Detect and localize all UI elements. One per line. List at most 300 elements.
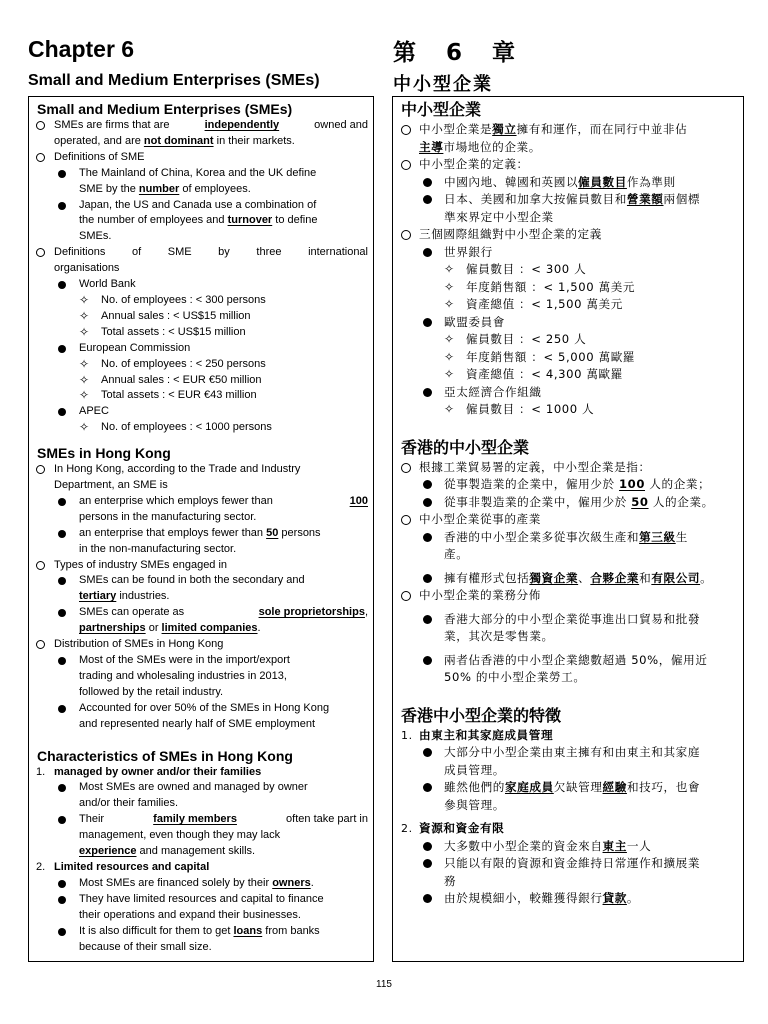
chapter-subtitle-en: Small and Medium Enterprises (SMEs) [28,72,320,89]
text: 亞太經濟合作組織 [444,384,542,399]
list-item [399,121,737,139]
text: 擁有權形式包括 [444,570,530,585]
four-point-star-bullet-icon: ✧ [79,308,90,323]
list-item-continuation [399,669,737,687]
text: 成員管理。 [444,762,505,777]
list-item [34,573,368,589]
text: from banks [262,924,320,937]
list-item [399,890,737,908]
list-item-continuation [34,229,368,245]
text: 參與管理。 [444,797,505,812]
filled-circle-bullet-icon [58,928,66,936]
keyword: limited companies [161,622,258,635]
list-item [399,459,737,477]
list-item [399,314,737,332]
list-item [399,296,737,314]
text: 年度銷售額 ：< 1,500 萬美元 [466,279,636,294]
list-item [34,357,368,373]
text: organisations [54,262,120,275]
filled-circle-bullet-icon [423,195,432,204]
keyword: 僱員數目 [578,174,627,189]
text: 。 [700,570,713,585]
filled-circle-bullet-icon [58,896,66,904]
text: Annual sales : < EUR €50 million [101,373,262,386]
text: 大多數中小型企業的資金來自 [444,838,603,853]
four-point-star-bullet-icon: ✧ [79,372,90,387]
list-item-continuation [34,589,368,605]
list-item [34,277,368,293]
list-item [34,293,368,309]
list-number: 1. [36,765,46,778]
word: of [131,246,142,259]
keyword: turnover [227,214,273,227]
text: an enterprise that employs fewer than [79,526,267,539]
keyword: 50 [631,494,649,509]
text: Department, an SME is [54,479,168,492]
filled-circle-bullet-icon [58,577,66,585]
list-number: 2. [401,822,413,835]
text: 中小型企業從事的產業 [419,512,541,526]
filled-circle-bullet-icon [58,705,66,713]
text: often take part in [286,813,368,826]
list-item-continuation [34,510,368,526]
chapter-title-en: Chapter 6 [28,36,135,62]
list-item-continuation [34,844,368,860]
keyword: tertiary [79,590,117,603]
list-item [34,558,368,574]
keyword: number [138,182,180,195]
text: Types of industry SMEs engaged in [54,558,228,571]
text: 資產總值 ：< 1,500 萬美元 [466,297,623,311]
text: 兩個標 [663,192,701,206]
text: 香港大部分的中小型企業從事進出口貿易和批發 [444,611,701,626]
list-item [399,838,737,856]
filled-circle-bullet-icon [58,816,66,824]
keyword: not dominant [143,134,214,147]
list-item [34,812,368,828]
text: persons [278,526,321,539]
text: 由於規模細小，較難獲得銀行 [444,891,603,905]
text: 中小型企業的業務分佈 [419,588,541,602]
list-item [399,156,737,174]
filled-circle-bullet-icon [423,533,432,542]
four-point-star-bullet-icon: ✧ [444,349,455,364]
text: industries. [116,590,170,603]
hollow-circle-bullet-icon [401,515,411,525]
text: 和 [639,570,652,585]
keyword: experience [79,845,137,858]
text: persons in the manufacturing sector. [79,510,257,523]
text: and/or their families. [79,797,179,810]
text: 年度銷售額 ：< 5,000 萬歐羅 [466,349,636,364]
list-item [399,652,737,670]
list-item-continuation [399,873,737,891]
text: 僱員數目 ：< 1000 人 [466,402,595,416]
filled-circle-bullet-icon [58,530,66,538]
list-item [399,349,737,367]
word: by [218,246,230,259]
text: in their markets. [213,134,295,147]
keyword: 獨立 [492,122,517,136]
text: 一人 [626,838,652,853]
text: 欠缺管理 [553,780,603,794]
list-item [399,611,737,629]
filled-circle-bullet-icon [58,498,66,506]
text: , [364,606,368,619]
text: 擁有和運作，而在同行中並非佔 [516,122,688,136]
hollow-circle-bullet-icon [401,463,411,473]
list-item-continuation [34,621,368,637]
keyword: 獨資企業 [529,570,579,585]
text: No. of employees : < 1000 persons [101,421,272,434]
keyword: 100 [619,477,646,491]
list-item [399,744,737,762]
text: 和技巧，也會 [626,780,701,794]
four-point-star-bullet-icon: ✧ [79,420,90,435]
list-item [34,245,368,261]
text: It is also difficult for them to get [79,924,234,937]
text: in the non-manufacturing sector. [79,542,237,555]
text: an enterprise which employs fewer than [79,494,273,507]
hollow-circle-bullet-icon [36,121,45,130]
hollow-circle-bullet-icon [36,248,45,257]
hollow-circle-bullet-icon [401,591,411,601]
list-item [34,388,368,404]
page-number: 115 [376,979,392,990]
filled-circle-bullet-icon [423,748,432,757]
filled-circle-bullet-icon [58,609,66,617]
filled-circle-bullet-icon [58,657,66,665]
text: No. of employees : < 300 persons [101,293,266,306]
text: of employees. [179,182,251,195]
list-item-continuation [399,209,737,227]
text: 人的企業； [645,477,711,491]
text: 三個國際組織對中小型企業的定義 [419,227,602,241]
hollow-circle-bullet-icon [36,640,45,649]
text: 從事製造業的企業中，僱用少於 [444,477,619,491]
text: or [145,622,162,635]
list-item-continuation [34,717,368,733]
list-item-continuation [399,546,737,564]
text: . [310,876,314,889]
list-item [34,924,368,940]
list-item-continuation [34,213,368,229]
list-item [34,526,368,542]
keyword: loans [233,924,263,937]
list-item [34,780,368,796]
keyword: partnerships [79,622,146,635]
keyword: 家庭成員 [504,780,554,794]
list-item [399,476,737,494]
four-point-star-bullet-icon: ✧ [444,279,455,294]
text: trading and wholesaling industries in 2013, [79,669,287,682]
filled-circle-bullet-icon [423,574,432,583]
text: Most SMEs are financed solely by their [79,876,273,889]
text: 大部分中小型企業由東主擁有和由東主和其家庭 [444,745,701,759]
keyword: 第三級 [639,529,676,544]
hollow-circle-bullet-icon [36,561,45,570]
text: Most of the SMEs were in the import/export [79,654,290,666]
filled-circle-bullet-icon [423,656,432,665]
filled-circle-bullet-icon [423,248,432,257]
list-item [399,401,737,419]
text: World Bank [79,278,136,291]
numbered-heading [399,820,737,838]
four-point-star-bullet-icon: ✧ [444,262,455,276]
text: 中國內地、韓國和英國以 [444,174,579,189]
filled-circle-bullet-icon [423,783,432,792]
word: three [256,246,282,259]
keyword: 貸款 [602,891,627,905]
text: 資源和資金有限 [419,821,505,835]
list-item [34,653,368,669]
text: In Hong Kong, according to the Trade and Industry [54,463,301,476]
hollow-circle-bullet-icon [401,160,411,170]
list-item [399,511,737,529]
text: 日本、美國和加拿大按僱員數目和 [444,192,627,206]
text: 香港的中小型企業多從事次級生產和 [444,529,640,544]
list-item-continuation [34,940,368,956]
list-item-continuation [399,797,737,815]
text: 作為準則 [626,174,676,189]
text: and management skills. [136,845,256,858]
four-point-star-bullet-icon: ✧ [79,388,90,403]
keyword: 東主 [602,838,627,853]
filled-circle-bullet-icon [423,498,432,507]
list-item [34,605,368,621]
list-item [34,494,368,510]
keyword: 主導 [419,139,444,154]
list-item [34,637,368,653]
text: Total assets : < US$15 million [101,325,246,338]
text: 由東主和其家庭成員管理 [419,727,554,742]
numbered-heading [34,860,368,876]
filled-circle-bullet-icon [423,388,432,397]
text: owned and [314,119,368,131]
text: They have limited resources and capital to finance [79,892,324,905]
list-item-continuation [34,908,368,924]
section-title-smes-hong-kong-zh: 香港的中小型企業 [401,437,530,457]
text: 、 [578,570,591,585]
four-point-star-bullet-icon: ✧ [79,292,90,307]
text: 根據工業貿易署的定義，中小型企業是指： [419,459,651,474]
text: the number of employees and [79,214,228,227]
keyword: independently [204,119,280,131]
section-title-smes-zh: 中小型企業 [401,100,482,119]
filled-circle-bullet-icon [423,480,432,489]
text: 業，其次是零售業。 [444,629,554,643]
list-item-continuation [399,762,737,780]
keyword: 合夥企業 [590,570,640,585]
four-point-star-bullet-icon: ✧ [444,332,455,346]
keyword: family members [153,813,237,826]
text: Distribution of SMEs in Hong Kong [54,638,224,651]
text: Total assets : < EUR €43 million [101,389,257,402]
filled-circle-bullet-icon [423,859,432,868]
text: Their [79,813,105,826]
filled-circle-bullet-icon [423,894,432,903]
text: SMEs. [79,230,112,243]
filled-circle-bullet-icon [58,170,66,178]
text: 生 [675,529,688,544]
list-item [399,779,737,797]
filled-circle-bullet-icon [58,784,66,792]
filled-circle-bullet-icon [58,345,66,353]
text: SMEs can operate as [79,606,185,619]
text: SMEs are firms that are [54,119,170,131]
word: Definitions [54,246,106,259]
keyword: 50 [266,526,279,539]
text: operated, and are [54,134,144,147]
text: 中小型企業的定義： [419,157,529,171]
word: international [308,246,368,259]
text: 歐盟委員會 [444,314,505,329]
four-point-star-bullet-icon: ✧ [444,297,455,311]
keyword: 營業額 [626,192,664,206]
text: Most SMEs are owned and managed by owner [79,781,308,794]
chapter-title-zh: 第 6 章 [393,40,527,66]
text: 僱員數目 ：< 300 人 [466,262,587,276]
list-item-continuation [34,796,368,812]
text: because of their small size. [79,940,212,953]
text: 只能以有限的資源和資金維持日常運作和擴展業 [444,856,701,870]
text: The Mainland of China, Korea and the UK define [79,166,317,179]
text: 兩者佔香港的中小型企業總數超過 50%，僱用近 [444,652,708,667]
hollow-circle-bullet-icon [401,230,411,240]
filled-circle-bullet-icon [423,178,432,187]
list-item [34,309,368,325]
hollow-circle-bullet-icon [36,465,45,474]
text: 產。 [444,547,469,561]
list-item [399,366,737,384]
text: 務 [444,873,457,888]
list-item [34,325,368,341]
filled-circle-bullet-icon [58,202,66,210]
text: 世界銀行 [444,244,493,259]
list-item [399,855,737,873]
text: 。 [626,891,640,905]
text: APEC [79,405,109,418]
filled-circle-bullet-icon [423,615,432,624]
keyword: 經驗 [602,780,627,794]
text: Limited resources and capital [54,860,210,873]
english-notes-box [28,96,374,962]
hollow-circle-bullet-icon [36,153,45,162]
text: 從事非製造業的企業中，僱用少於 [444,494,632,509]
text: European Commission [79,341,191,354]
hollow-circle-bullet-icon [401,125,411,135]
four-point-star-bullet-icon: ✧ [79,356,90,371]
list-item [34,420,368,436]
list-item [34,892,368,908]
list-item [34,404,368,420]
list-item [34,198,368,214]
filled-circle-bullet-icon [58,408,66,416]
list-item-continuation [34,828,368,844]
list-item [399,587,737,605]
text: and represented nearly half of SME employment [79,717,316,730]
word: SME [167,246,192,259]
numbered-heading [399,727,737,745]
list-item [399,261,737,279]
list-item [399,331,737,349]
list-item [399,191,737,209]
chinese-notes-box [392,96,744,962]
list-item [34,876,368,892]
text: 人的企業。 [648,494,714,509]
list-item [399,384,737,402]
list-item [399,174,737,192]
section-title-characteristics-zh: 香港中小型企業的特徵 [401,705,562,725]
text: Accounted for over 50% of the SMEs in Hong Kong [79,701,330,714]
filled-circle-bullet-icon [58,281,66,289]
chapter-subtitle-zh: 中小型企業 [393,74,493,95]
list-item-continuation [34,134,368,150]
text: SME by the [79,182,139,195]
section-title-characteristics: Characteristics of SMEs in Hong Kong [37,747,293,764]
text: SMEs can be found in both the secondary and [79,574,305,587]
keyword: 有限公司 [651,570,701,585]
list-item-continuation [34,478,368,494]
list-item [399,244,737,262]
filled-circle-bullet-icon [58,880,66,888]
list-item [34,166,368,182]
list-item [399,494,737,512]
text: Japan, the US and Canada use a combination of [79,198,317,211]
list-item [399,529,737,547]
text: to define [272,214,318,227]
section-title-smes: Small and Medium Enterprises (SMEs) [37,101,293,117]
list-number: 2. [36,860,46,873]
filled-circle-bullet-icon [423,318,432,327]
text: 市場地位的企業。 [443,139,541,154]
list-item [34,341,368,357]
list-item [34,118,368,134]
numbered-heading [34,765,368,781]
text: their operations and expand their businesses. [79,908,301,921]
list-item-continuation [399,139,737,157]
keyword: sole proprietorships [258,606,365,619]
list-item [34,462,368,478]
list-item-continuation [399,628,737,646]
text: followed by the retail industry. [79,685,224,698]
list-item-continuation [34,669,368,685]
text: management, even though they may lack [79,829,281,842]
text: . [257,622,261,635]
four-point-star-bullet-icon: ✧ [444,402,455,416]
list-item [399,279,737,297]
list-item [399,570,737,588]
list-item [34,150,368,166]
text: No. of employees : < 250 persons [101,357,266,370]
keyword: 100 [349,494,368,507]
list-number: 1. [401,728,413,742]
text: Annual sales : < US$15 million [101,309,251,322]
list-item [34,373,368,389]
text: 資產總值 ：< 4,300 萬歐羅 [466,367,623,381]
text: Definitions of SME [54,150,145,163]
text: 50% 的中小型企業勞工。 [444,670,586,684]
list-item-continuation [34,182,368,198]
text: 僱員數目 ：< 250 人 [466,332,587,346]
four-point-star-bullet-icon: ✧ [79,324,90,339]
text: managed by owner and/or their families [54,765,262,778]
keyword: owners [272,876,311,889]
text: 準來界定中小型企業 [444,209,554,224]
section-title-smes-hong-kong: SMEs in Hong Kong [37,445,171,462]
text: 中小型企業是 [419,122,493,136]
list-item-continuation [34,261,368,277]
